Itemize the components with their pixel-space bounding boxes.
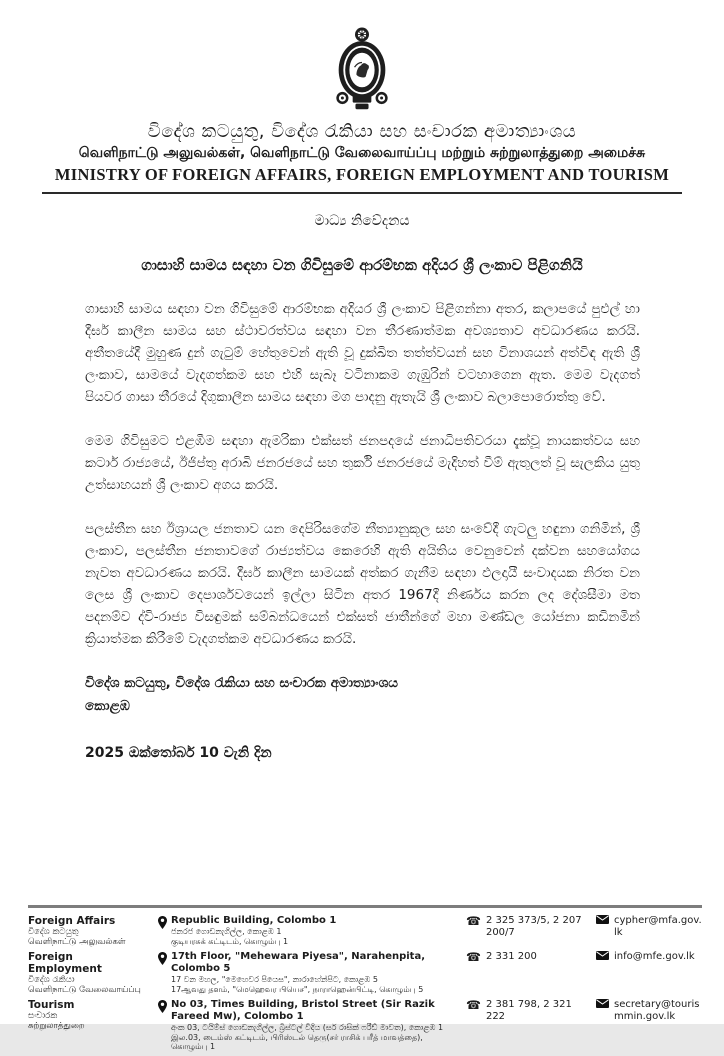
ministry-name-english: MINISTRY OF FOREIGN AFFAIRS, FOREIGN EMPLOYMENT AND TOURISM xyxy=(54,165,670,184)
signoff-ministry: විදේශ කටයුතු, විදේශ රැකියා සහ සංචාරක අමාත්‍යාංශය xyxy=(85,675,398,691)
address-text xyxy=(171,999,458,1052)
phone-number: 2 325 373/5, 2 207 200/7 xyxy=(485,915,582,938)
location-pin-icon xyxy=(158,951,167,965)
address-ta: 17ஆவது தளம், "மெஹெவர பியெச", நாராஹென்பிட்டி, கொழும்பு 5 xyxy=(171,984,424,994)
email-address: info@mfe.gov.lk xyxy=(614,951,695,962)
email-block xyxy=(596,951,702,963)
footer-row-tourism xyxy=(28,999,702,1052)
signoff-city: කොළඹ xyxy=(85,698,130,714)
paragraph-1: ගාසාහි සාමය සඳහා වන ගිවිසුමේ ආරම්භක අදියර ශ්‍රී ලංකාව පිළිගන්නා අතර, කලාපයේ පුළුල් හා දීර්ඝ කාලීන සාමය සහ ස්ථාවරත්වය සඳහා වන තීරණාත්මක අවශ්‍යතාව අවධාරණය කරයි. අතීතයේදී මුහුණ දුන් ගැටුම් හේතුවෙන් ඇති වූ දුක්ඛිත තත්ත්වයන් සහ විනාශයන් අත්විඳ ඇති ශ්‍රී ලංකාව, සාමයේ වැදගත්කම සහ එහි සැබෑ වටිනාකම ගැඹුරින් වටහාගෙන ඇත. මෙම වැදගත් පියවර ගාසා තීරයේ දිගුකාලීන සාමය සඳහා මග පාදනු ඇතැයි ශ්‍රී ලංකාව බලාපොරොත්තු වේ. xyxy=(85,301,640,405)
phone-icon: ☎ xyxy=(466,914,481,928)
address-si: අංක 03, ටයිම්ස් ගොඩනැගිල්ල, බ්‍රිස්ටල් වීදිය (සර් රාසික් ෆරීඩ් මාවත), කොළඹ 1 xyxy=(171,1023,444,1032)
address-en: No 03, Times Building, Bristol Street (Sir Razik Fareed Mw), Colombo 1 xyxy=(171,999,435,1022)
paragraph-2: මෙම ගිවිසුමට එළඹීම සඳහා ඇමරිකා එක්සත් ජනපදයේ ජනාධිපතිවරයා දැක්වූ නායකත්වය සහ කටාර් රාජ්‍යයේ, ඊජිප්තු අරාබි ජනරජයේ සහ තුර්කි ජනරජයේ මැදිහත් වීම් ඇතුලත් වූ සැලකිය යුතු උත්සාහයන් ශ්‍රී ලංකාව අගය කරයි. xyxy=(85,433,640,493)
dept-foreign-employment xyxy=(28,951,150,995)
phone-icon: ☎ xyxy=(466,998,481,1012)
phone-icon: ☎ xyxy=(466,950,481,964)
phone-block xyxy=(466,951,588,963)
address-ta: இல.03, டைம்ஸ் கட்டிடம், பிரிஸ்டல் தெரு(சர் ராசிக் பரீத் மாவத்தை), கொழும்பு 1 xyxy=(171,1032,423,1051)
address-text xyxy=(171,951,458,994)
phone-number: 2 381 798, 2 321 222 xyxy=(485,999,572,1022)
phone-block xyxy=(466,999,588,1023)
release-body xyxy=(85,298,640,761)
paragraph-3: පලස්තීන සහ ඊශ්‍රායල ජනතාව යන දෙපිරිසගේම නීත්‍යානුකූල සහ සංවේදී ගැටලු හඳුනා ගනිමින්, ශ්‍රී ලංකාව, පලස්තීන ජනතාවගේ රාජ්‍යත්වය කෙරෙහි ඇති අයිතිය වෙනුවෙන් දක්වන සහයෝගය නැවත අවධාරණය කරයි. දීර්ඝ කාලීන සාමයක් අත්කර ගැනීම සඳහා ඵලදායී සංවාදයක නිරත වන ලෙස ශ්‍රී ලංකාව දෙපාර්ශවයෙන් ඉල්ලා සිටින අතර 1967දී නිර්ණය කරන ලද දේශසීමා මත පදනම්ව ද්වි-රාජ්‍ය විසඳුමක් සම්බන්ධයෙන් එක්සත් ජාතීන්ගේ මහා මණ්ඩල යෝජනා කඩිනමින් ක්‍රියාත්මක කිරීමේ වැදගත්කම අවධාරණය කරයි. xyxy=(85,521,640,647)
phone-number: 2 331 200 xyxy=(485,951,537,962)
address-si: ජනරජ ගොඩනැගිල්ල, කොළඹ 1 xyxy=(171,927,282,936)
release-date: 2025 ඔක්තෝබර් 10 වැනි දින xyxy=(85,745,272,761)
dept-label-en: Foreign Employment xyxy=(28,951,102,975)
media-release-label: මාධ්‍ය නිවේදනය xyxy=(314,213,410,229)
address-text xyxy=(171,915,336,946)
email-icon xyxy=(596,915,609,924)
address-en: Republic Building, Colombo 1 xyxy=(171,915,337,926)
dept-label-ta: வெளிநாட்டு வேலைவாய்ப்பு xyxy=(28,985,141,995)
email-address: secretary@tourismmin.gov.lk xyxy=(614,999,700,1022)
dept-label-ta: வெளிநாட்டு அலுவல்கள் xyxy=(28,937,126,947)
email-block xyxy=(596,915,702,939)
email-icon xyxy=(596,999,609,1008)
signoff-block xyxy=(85,672,640,718)
release-title: ගාසාහි සාමය සඳහා වන ගිවිසුමේ ආරම්භක අදියර ශ්‍රී ලංකාව පිළිගනියි xyxy=(141,256,583,274)
address-si: 17 වන මහල, "මෙහෙවර පියෙස", නාරාහේන්පිට, කොළඹ 5 xyxy=(171,975,378,984)
address-block xyxy=(158,915,458,946)
footer-row-foreign-employment xyxy=(28,951,702,995)
sri-lanka-emblem xyxy=(334,26,390,114)
contact-footer xyxy=(28,905,702,1056)
dept-label-si: විදේශ රැකියා xyxy=(28,975,75,985)
ministry-name-sinhala: විදේශ කටයුතු, විදේශ රැකියා සහ සංචාරක අමාත්‍යාංශය xyxy=(147,121,577,142)
dept-label-ta: சுற்றுலாத்துறை xyxy=(28,1021,85,1031)
dept-tourism xyxy=(28,999,150,1031)
ministry-name-tamil: வெளிநாட்டு அலுவல்கள், வெளிநாட்டு வேலைவாய்ப்பு மற்றும் சுற்றுலாத்துறை அமைச்சு xyxy=(78,145,646,161)
email-address: cypher@mfa.gov.lk xyxy=(614,915,702,938)
email-block xyxy=(596,999,702,1023)
location-pin-icon xyxy=(158,915,167,929)
letterhead xyxy=(0,0,724,194)
address-block xyxy=(158,999,458,1052)
header-divider xyxy=(42,192,682,194)
location-pin-icon xyxy=(158,999,167,1013)
footer-row-foreign-affairs xyxy=(28,915,702,947)
dept-label-si: සංචාරක xyxy=(28,1011,58,1021)
dept-label-en: Foreign Affairs xyxy=(28,915,116,927)
address-block xyxy=(158,951,458,994)
phone-block xyxy=(466,915,588,939)
dept-label-en: Tourism xyxy=(28,999,75,1011)
address-en: 17th Floor, "Mehewara Piyesa", Narahenpita, Colombo 5 xyxy=(171,951,426,974)
email-icon xyxy=(596,951,609,960)
address-ta: குடியரசுக் கட்டிடம், கொழும்பு 1 xyxy=(171,936,289,946)
dept-foreign-affairs xyxy=(28,915,150,947)
dept-label-si: විදේශ කටයුතු xyxy=(28,927,79,937)
